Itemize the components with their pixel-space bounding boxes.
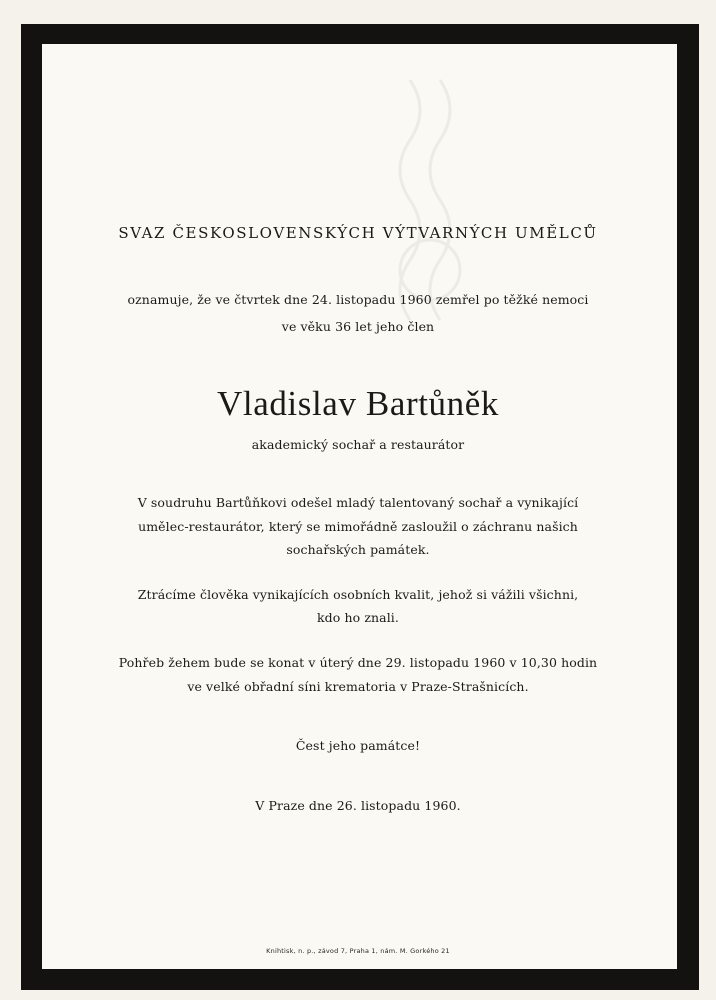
- honor-closing: Čest jeho památce!: [295, 738, 421, 753]
- tribute-line: umělec-restaurátor, který se mimořádně zasloužil o záchranu našich: [138, 519, 578, 534]
- tribute-line: V soudruhu Bartůňkovi odešel mladý talentovaný sochař a vynikající: [137, 495, 579, 510]
- printer-imprint: Knihtisk, n. p., závod 7, Praha 1, nám. M. Gorkého 21: [266, 947, 450, 955]
- union-name-heading: SVAZ ČESKOSLOVENSKÝCH VÝTVARNÝCH UMĚLCŮ: [118, 224, 598, 242]
- tribute-line: sochařských památek.: [286, 542, 430, 557]
- qualities-line: Ztrácíme člověka vynikajících osobních kvalit, jehož si vážili všichni,: [137, 587, 579, 602]
- qualities-line: kdo ho znali.: [317, 610, 399, 625]
- funeral-info-line: Pohřeb žehem bude se konat v úterý dne 29. listopadu 1960 v 10,30 hodin: [118, 655, 598, 670]
- deceased-name: Vladislav Bartůněk: [217, 384, 499, 423]
- announcement-line: oznamuje, že ve čtvrtek dne 24. listopadu 1960 zemřel po těžké nemoci: [127, 292, 589, 307]
- date-place: V Praze dne 26. listopadu 1960.: [255, 798, 461, 813]
- deceased-profession: akademický sochař a restaurátor: [251, 437, 465, 452]
- funeral-info-line: ve velké obřadní síni krematoria v Praze-Strašnicích.: [187, 679, 529, 694]
- announcement-line: ve věku 36 let jeho člen: [281, 319, 435, 334]
